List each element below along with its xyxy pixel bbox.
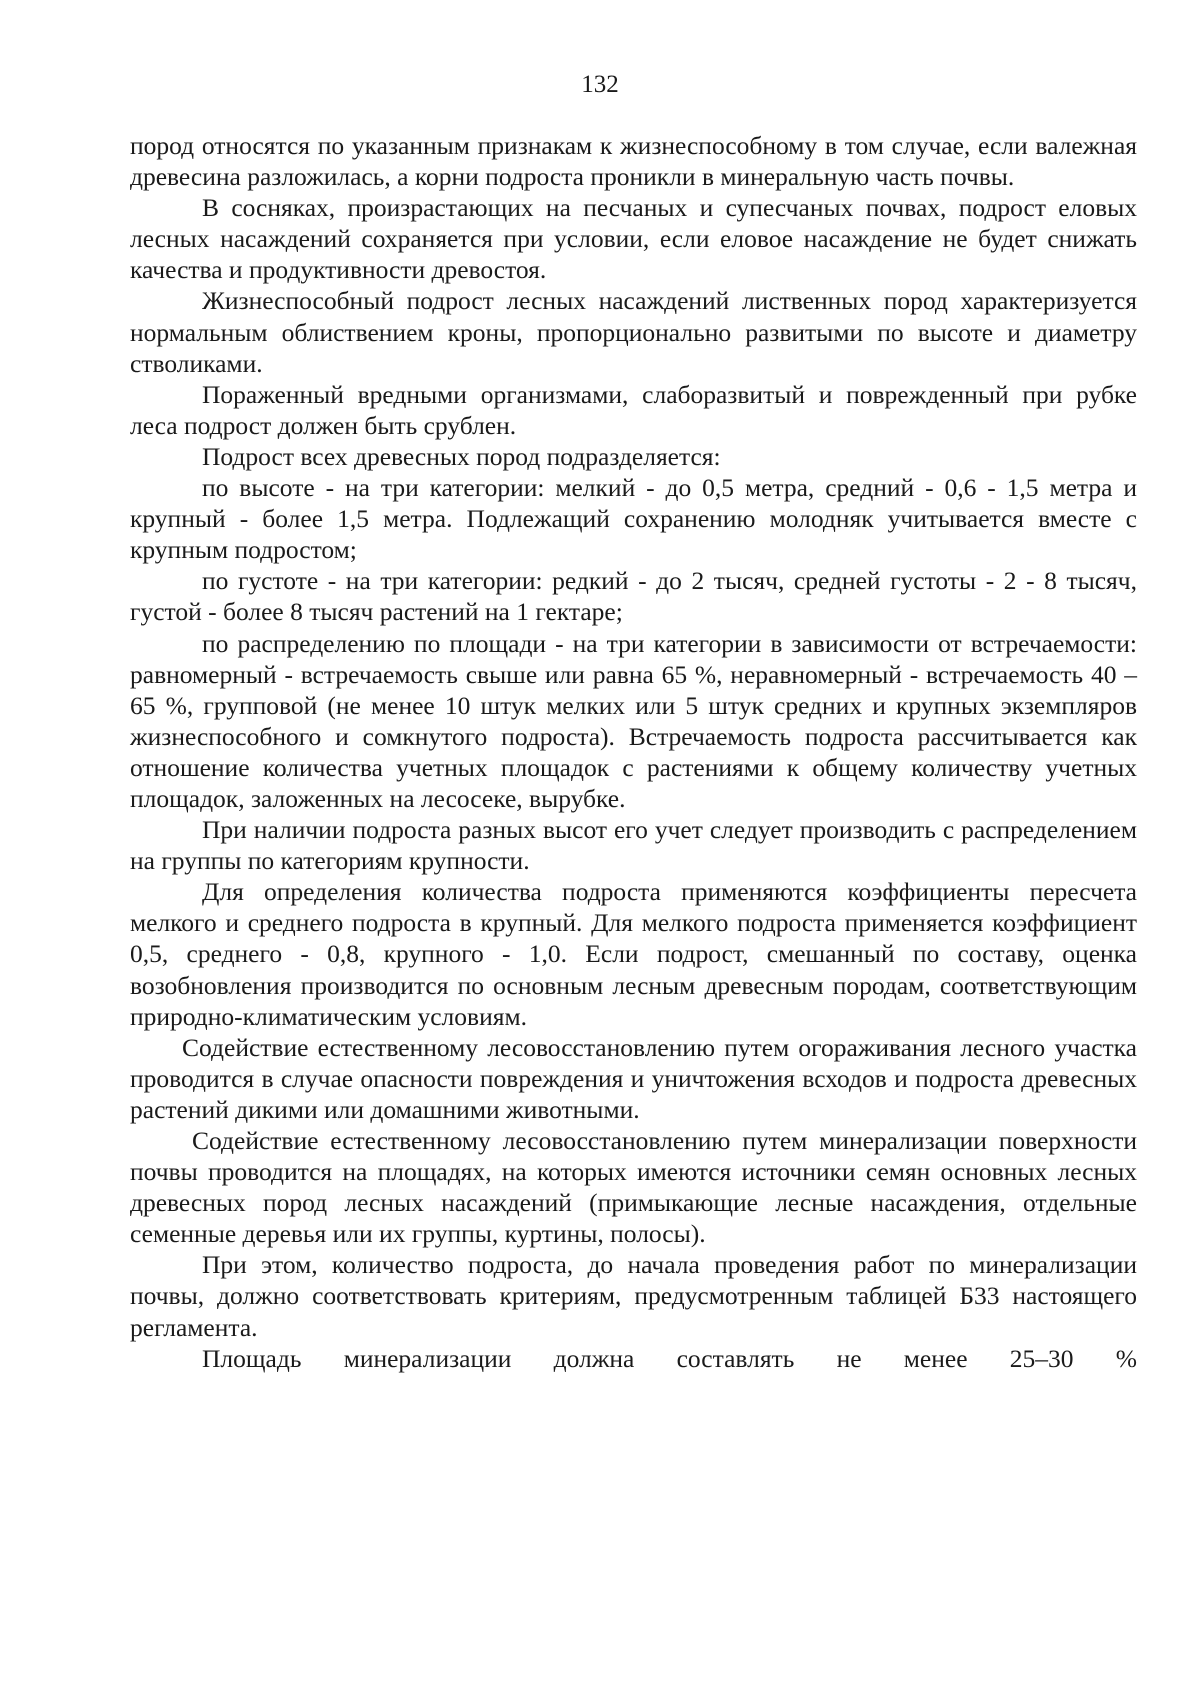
page-number: 132 [581, 71, 619, 98]
paragraph-by-height: по высоте - на три категории: мелкий - до 0,5 метра, средний - 0,6 - 1,5 метра и крупный - более 1,5 метра. Подлежащий сохранению молодняк учитывается вместе с крупным подростом; [130, 473, 1137, 565]
paragraph-fencing: Содействие естественному лесовосстановлению путем огораживания лесного участка проводится в случае опасности повреждения и уничтожения всходов и подроста древесных растений дикими или домашними животными. [130, 1032, 1137, 1124]
paragraph-viable-undergrowth: Жизнеспособный подрост лесных насаждений лиственных пород характеризуется нормальным облиствением кроны, пропорционально развитыми по высоте и диаметру стволиками. [130, 286, 1137, 378]
paragraph-by-distribution: по распределению по площади - на три категории в зависимости от встречаемости: равномерный - встречаемость свыше или равна 65 %, неравномерный - встречаемость 40 – 65 %, групповой (не менее 10 штук мелких или 5 штук средних и крупных экземпляров жизнеспособного и сомкнутого подроста). Встречаемость подроста рассчитывается как отношение количества учетных площадок с растениями к общему количеству учетных площадок, заложенных на лесосеке, вырубке. [130, 628, 1137, 813]
paragraph-by-density: по густоте - на три категории: редкий - до 2 тысяч, средней густоты - 2 - 8 тысяч, густой - более 8 тысяч растений на 1 гектаре; [130, 566, 1137, 627]
paragraph-damaged-undergrowth: Пораженный вредными организмами, слаборазвитый и поврежденный при рубке леса подрост должен быть срублен. [130, 379, 1137, 440]
paragraph-undergrowth-criteria: При этом, количество подроста, до начала проведения работ по минерализации почвы, должно соответствовать критериям, предусмотренным таблицей Б33 настоящего регламента. [130, 1250, 1137, 1342]
paragraph-continuation: пород относятся по указанным признакам к жизнеспособному в том случае, если валежная древесина разложилась, а корни подроста проникли в минеральную часть почвы. [130, 131, 1137, 192]
paragraph-different-heights: При наличии подроста разных высот его учет следует производить с распределением на группы по категориям крупности. [130, 815, 1137, 876]
document-body [130, 130, 1137, 1374]
paragraph-classification-intro: Подрост всех древесных пород подразделяется: [202, 441, 721, 471]
paragraph-conversion-coefficients: Для определения количества подроста применяются коэффициенты пересчета мелкого и среднего подроста в крупный. Для мелкого подроста применяется коэффициент 0,5, среднего - 0,8, крупного - 1,0. Если подрост, смешанный по составу, оценка возобновления производится по основным лесным древесным породам, соответствующим природно-климатическим условиям. [130, 877, 1137, 1031]
paragraph-mineralization: Содействие естественному лесовосстановлению путем минерализации поверхности почвы проводится на площадях, на которых имеются источники семян основных лесных древесных пород лесных насаждений (примыкающие лесные насаждения, отдельные семенные деревья или их группы, куртины, полосы). [130, 1126, 1137, 1249]
paragraph-pine-stands: В сосняках, произрастающих на песчаных и супесчаных почвах, подрост еловых лесных насаждений сохраняется при условии, если еловое насаждение не будет снижать качества и продуктивности древостоя. [130, 193, 1137, 285]
paragraph-mineralization-area: Площадь минерализации должна составлять не менее 25–30 % [202, 1343, 1137, 1373]
